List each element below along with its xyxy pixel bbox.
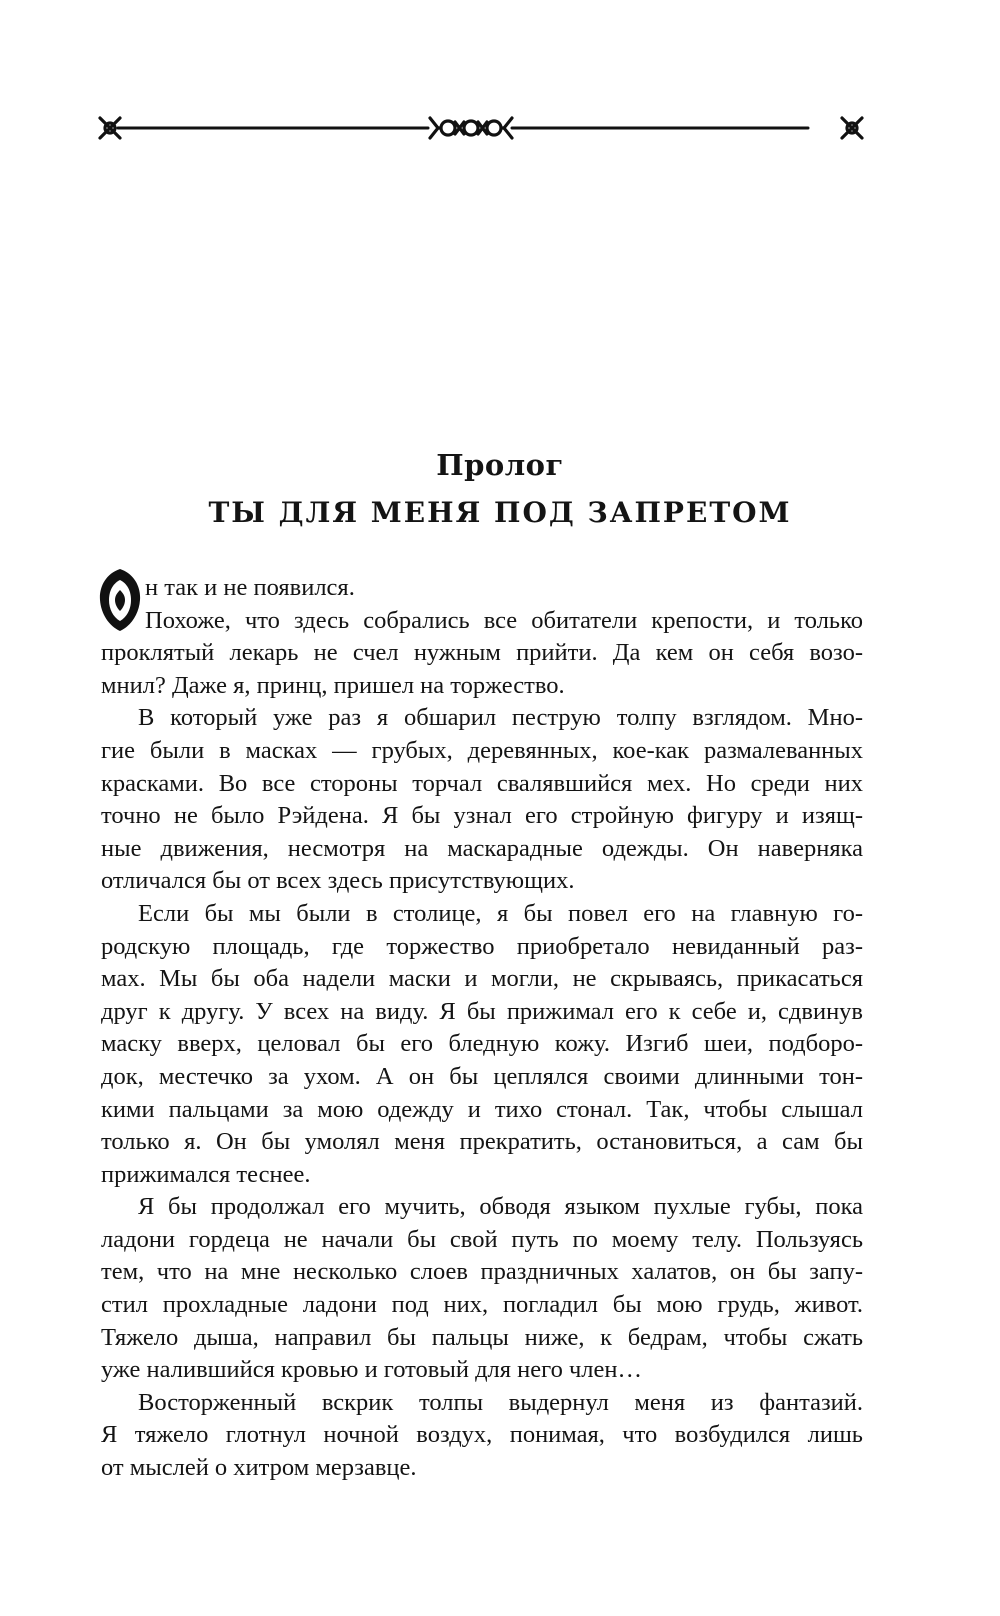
paragraph-line: друг к другу. У всех на виду. Я бы прижимал его к себе и, сдвинув [101,997,863,1025]
paragraph-line: мах. Мы бы оба надели маски и могли, не скрываясь, прикасаться [101,965,863,993]
paragraph-line: от мыслей о хитром мерзавце. [101,1454,417,1482]
paragraph-line: родскую площадь, где торжество приобретало невиданный раз- [101,932,863,960]
paragraph-line: Я бы продолжал его мучить, обводя языком пухлые губы, пока [138,1193,863,1221]
paragraph-line: мнил? Даже я, принц, пришел на торжество. [101,671,565,699]
paragraph-line: точно не было Рэйдена. Я бы узнал его стройную фигуру и изящ- [101,802,863,830]
paragraph-line: тем, что на мне несколько слоев праздничных халатов, он бы запу- [101,1258,863,1286]
paragraph-line: уже налившийся кровью и готовый для него член… [101,1356,642,1384]
paragraph-line: док, местечко за ухом. А он бы цеплялся своими длинными тон- [101,1062,863,1090]
paragraph-line: гие были в масках — грубых, деревянных, кое-как размалеванных [101,736,863,764]
paragraph-line: Похоже, что здесь собрались все обитатели крепости, и только [145,606,863,634]
paragraph-line: стил прохладные ладони под них, погладил бы мою грудь, живот. [101,1291,863,1319]
paragraph-line: ладони гордеца не начали бы свой путь по моему телу. Пользуясь [101,1225,863,1253]
knot-divider-icon [96,106,866,150]
paragraph-line: отличался бы от всех здесь присутствующих. [101,867,575,895]
paragraph-line: проклятый лекарь не счел нужным прийти. Да кем он себя возо- [101,639,863,667]
paragraph-line: ные движения, несмотря на маскарадные одежды. Он наверняка [101,834,863,862]
paragraph-line: Я тяжело глотнул ночной воздух, понимая, что возбудился лишь [101,1421,863,1449]
paragraph-line: только я. Он бы умолял меня прекратить, остановиться, а сам бы [101,1128,863,1156]
paragraph-line: Восторженный вскрик толпы выдернул меня из фантазий. [138,1388,863,1416]
paragraph-line: Тяжело дыша, направил бы пальцы ниже, к бедрам, чтобы сжать [101,1323,863,1351]
paragraph-line: Если бы мы были в столице, я бы повел его на главную го- [138,899,863,927]
ornate-letter-o-icon [97,566,143,634]
body-text [101,572,863,1485]
paragraph-line: н так и не появился. [145,574,355,601]
paragraph-line: красками. Во все стороны торчал свалявшийся мех. Но среди них [101,769,863,797]
chapter-label: Пролог [436,448,564,482]
paragraph-line: кими пальцами за мою одежду и тихо стонал. Так, чтобы слышал [101,1095,863,1123]
paragraph-line: прижимался теснее. [101,1160,311,1188]
paragraph-line: маску вверх, целовал бы его бледную кожу. Изгиб шеи, подборо- [101,1030,863,1058]
paragraph-line: В который уже раз я обшарил пеструю толпу взглядом. Мно- [138,704,863,732]
chapter-title: ТЫ ДЛЯ МЕНЯ ПОД ЗАПРЕТОМ [208,496,792,529]
